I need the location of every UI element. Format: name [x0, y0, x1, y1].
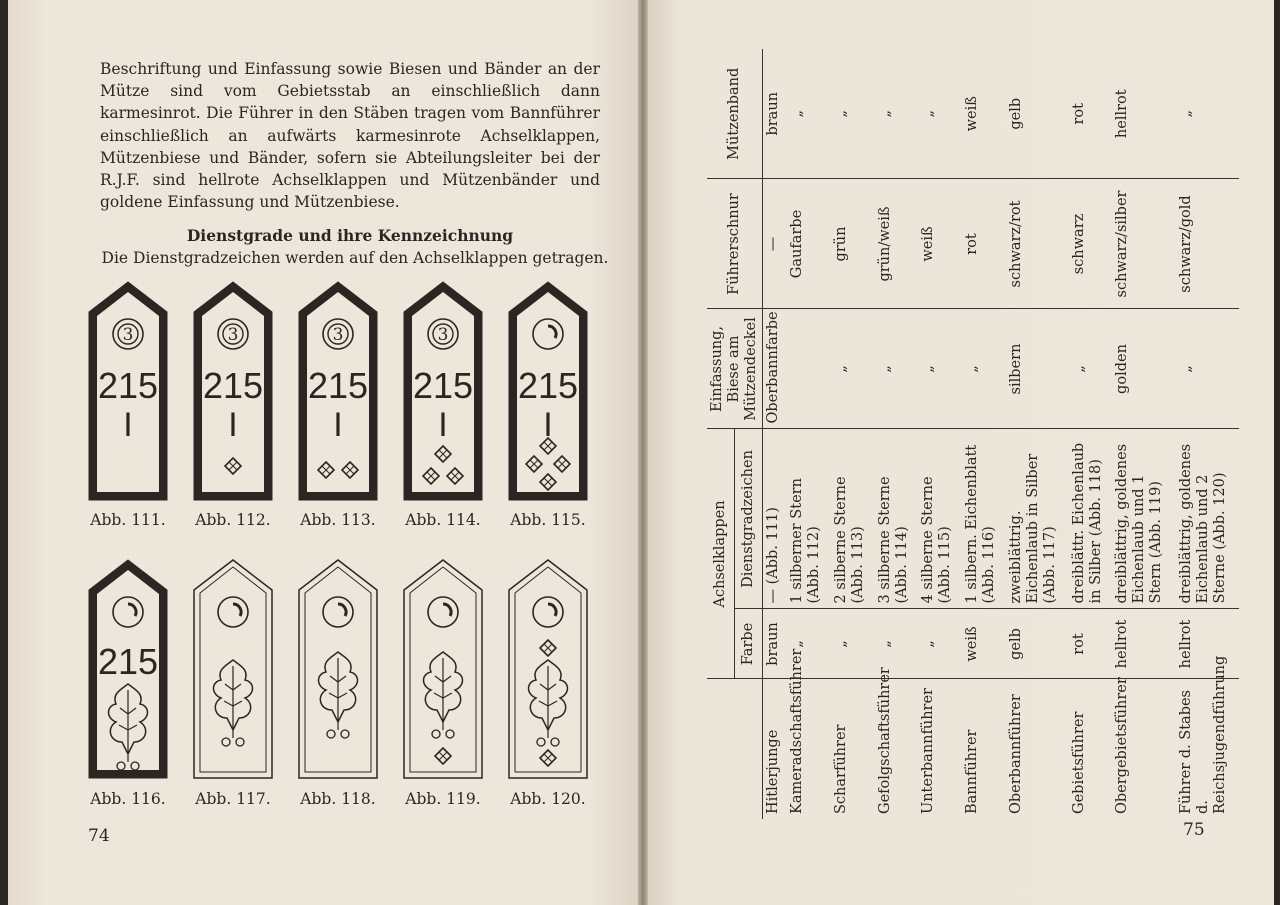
table-row: [1176, 49, 1239, 819]
page-number-left: 74: [88, 826, 110, 846]
cell-einfassung: [787, 309, 831, 429]
rank-table-rotated: [707, 49, 1227, 819]
caption-abb-114: Abb. 114.: [405, 511, 481, 529]
cell-einfassung: „: [1176, 309, 1239, 429]
cell-rank: Führer d. Stabes d. Reichsjugendführung: [1176, 679, 1239, 819]
table-row: [1112, 49, 1175, 819]
cell-schnur: schwarz/gold: [1176, 179, 1239, 309]
unit-number: 215: [307, 365, 369, 406]
cell-band: rot: [1069, 49, 1113, 179]
cell-zeichen: 1 silbern. Eichenblatt (Abb. 116): [962, 429, 1006, 609]
cell-band: hellrot: [1112, 49, 1175, 179]
cell-rank: Gebietsführer: [1069, 679, 1113, 819]
cell-band: weiß: [962, 49, 1006, 179]
shoulder-strap-111: [85, 278, 171, 504]
cell-einfassung: „: [875, 309, 919, 429]
muetzenband-header: Mützenband: [707, 49, 763, 179]
cell-rank: Scharführer: [831, 679, 875, 819]
unit-number: 215: [412, 365, 474, 406]
cell-zeichen: dreiblättr. Eichenlaub in Silber (Abb. 118): [1069, 429, 1113, 609]
cell-schnur: weiß: [918, 179, 962, 309]
cell-farbe: „: [787, 609, 831, 679]
caption-abb-118: Abb. 118.: [300, 790, 376, 808]
cell-zeichen: — (Abb. 111): [763, 429, 788, 609]
cell-zeichen: 3 silberne Sterne (Abb. 114): [875, 429, 919, 609]
cell-einfassung: silbern: [1006, 309, 1069, 429]
unit-roman: I: [333, 406, 343, 444]
shoulder-strap-112: [190, 278, 276, 504]
cell-schnur: schwarz/silber: [1112, 179, 1175, 309]
cell-rank: Hitlerjunge: [763, 679, 788, 819]
book-spine: [638, 0, 648, 905]
rank-header: [707, 679, 763, 819]
cell-farbe: hellrot: [1176, 609, 1239, 679]
shoulder-strap-113: [295, 278, 381, 504]
cell-schnur: Gaufarbe: [787, 179, 831, 309]
einfassung-header: Einfassung, Biese am Mützendeckel: [707, 309, 763, 429]
cell-band: „: [787, 49, 831, 179]
table-row: [787, 49, 831, 819]
cell-schnur: grün: [831, 179, 875, 309]
cell-band: „: [875, 49, 919, 179]
section-subline: Die Dienstgradzeichen werden auf den Achselklappen getragen.: [101, 249, 609, 267]
section-heading: Dienstgrade und ihre Kennzeichnung: [186, 226, 514, 245]
cell-schnur: schwarz: [1069, 179, 1113, 309]
caption-abb-117: Abb. 117.: [195, 790, 271, 808]
cell-farbe: „: [831, 609, 875, 679]
cell-band: „: [918, 49, 962, 179]
button-number: 3: [332, 325, 344, 345]
shoulder-strap-116: [85, 556, 171, 782]
left-page: [8, 0, 638, 905]
cell-farbe: „: [918, 609, 962, 679]
unit-number: 215: [202, 365, 264, 406]
cell-band: „: [1176, 49, 1239, 179]
button-number: 3: [227, 325, 239, 345]
cell-einfassung: „: [962, 309, 1006, 429]
unit-number: 215: [517, 365, 579, 406]
cell-farbe: gelb: [1006, 609, 1069, 679]
shoulder-strap-118: [295, 556, 381, 782]
cell-einfassung: Oberbannfarbe: [763, 309, 788, 429]
farbe-header: Farbe: [734, 609, 762, 679]
intro-paragraph: Beschriftung und Einfassung sowie Biesen und Bänder an der Mütze sind vom Gebietsstab an einschließlich dann karmesinrot. Die Führer in den Stäben tragen vom Bannführer einschließlich an aufwärts karmesinrote Achselklappen, Mützenbiese und Bänder, sofern sie Abteilungsleiter bei der R.J.F. sind hellrote Achselklappen und Mützenbänder und goldene Einfassung und Mützenbiese.: [100, 60, 600, 212]
unit-roman: I: [123, 406, 133, 444]
cell-farbe: weiß: [962, 609, 1006, 679]
right-page: [648, 0, 1274, 905]
caption-abb-112: Abb. 112.: [195, 511, 271, 529]
button-icon: [428, 319, 458, 349]
caption-abb-111: Abb. 111.: [90, 511, 166, 529]
cell-zeichen: 4 silberne Sterne (Abb. 115): [918, 429, 962, 609]
cell-farbe: braun: [763, 609, 788, 679]
unit-number: 215: [97, 365, 159, 406]
caption-abb-113: Abb. 113.: [300, 511, 376, 529]
table-row: [763, 49, 788, 819]
cell-einfassung: „: [918, 309, 962, 429]
cell-schnur: grün/weiß: [875, 179, 919, 309]
cell-rank: Obergebietsführer: [1112, 679, 1175, 819]
cell-zeichen: 2 silberne Sterne (Abb. 113): [831, 429, 875, 609]
unit-roman: I: [543, 406, 553, 444]
table-row: [962, 49, 1006, 819]
cell-schnur: rot: [962, 179, 1006, 309]
page-number-right: 75: [1183, 820, 1205, 840]
rank-table-body: [763, 49, 1240, 819]
rank-table: [707, 49, 1239, 819]
cell-farbe: „: [875, 609, 919, 679]
table-row: [1069, 49, 1113, 819]
unit-number: 215: [97, 641, 159, 682]
shoulder-strap-119: [400, 556, 486, 782]
button-icon: [218, 319, 248, 349]
cell-einfassung: „: [1069, 309, 1113, 429]
shoulder-strap-120: [505, 556, 591, 782]
cell-rank: Bannführer: [962, 679, 1006, 819]
cell-rank: Gefolgschaftsführer: [875, 679, 919, 819]
fuehrerschnur-header: Führerschnur: [707, 179, 763, 309]
table-row: [875, 49, 919, 819]
button-number: 3: [437, 325, 449, 345]
cell-band: braun: [763, 49, 788, 179]
table-row: [831, 49, 875, 819]
shoulder-strap-114: [400, 278, 486, 504]
cell-schnur: schwarz/rot: [1006, 179, 1069, 309]
cell-farbe: rot: [1069, 609, 1113, 679]
cell-schnur: —: [763, 179, 788, 309]
shoulder-strap-115: [505, 278, 591, 504]
caption-abb-116: Abb. 116.: [90, 790, 166, 808]
cell-zeichen: dreiblättrig, goldenes Eichenlaub und 1 Stern (Abb. 119): [1112, 429, 1175, 609]
achselklappen-header: Achselklappen: [707, 429, 734, 679]
unit-roman: I: [438, 406, 448, 444]
cell-zeichen: dreiblättrig, goldenes Eichenlaub und 2 Sterne (Abb. 120): [1176, 429, 1239, 609]
cell-band: gelb: [1006, 49, 1069, 179]
cell-farbe: hellrot: [1112, 609, 1175, 679]
cell-rank: Kameradschaftsführer: [787, 679, 831, 819]
cell-einfassung: „: [831, 309, 875, 429]
table-row: [1006, 49, 1069, 819]
caption-abb-120: Abb. 120.: [510, 790, 586, 808]
cell-zeichen: 1 silberner Stern (Abb. 112): [787, 429, 831, 609]
dienstgradzeichen-header: Dienstgradzeichen: [734, 429, 762, 609]
cell-rank: Oberbannführer: [1006, 679, 1069, 819]
button-number: 3: [122, 325, 134, 345]
cell-rank: Unterbannführer: [918, 679, 962, 819]
cell-zeichen: zweiblättrig. Eichenlaub in Silber (Abb. 117): [1006, 429, 1069, 609]
button-icon: [323, 319, 353, 349]
caption-abb-115: Abb. 115.: [510, 511, 586, 529]
cell-band: „: [831, 49, 875, 179]
table-row: [918, 49, 962, 819]
cell-einfassung: golden: [1112, 309, 1175, 429]
caption-abb-119: Abb. 119.: [405, 790, 481, 808]
shoulder-strap-117: [190, 556, 276, 782]
button-icon: [113, 319, 143, 349]
unit-roman: I: [228, 406, 238, 444]
